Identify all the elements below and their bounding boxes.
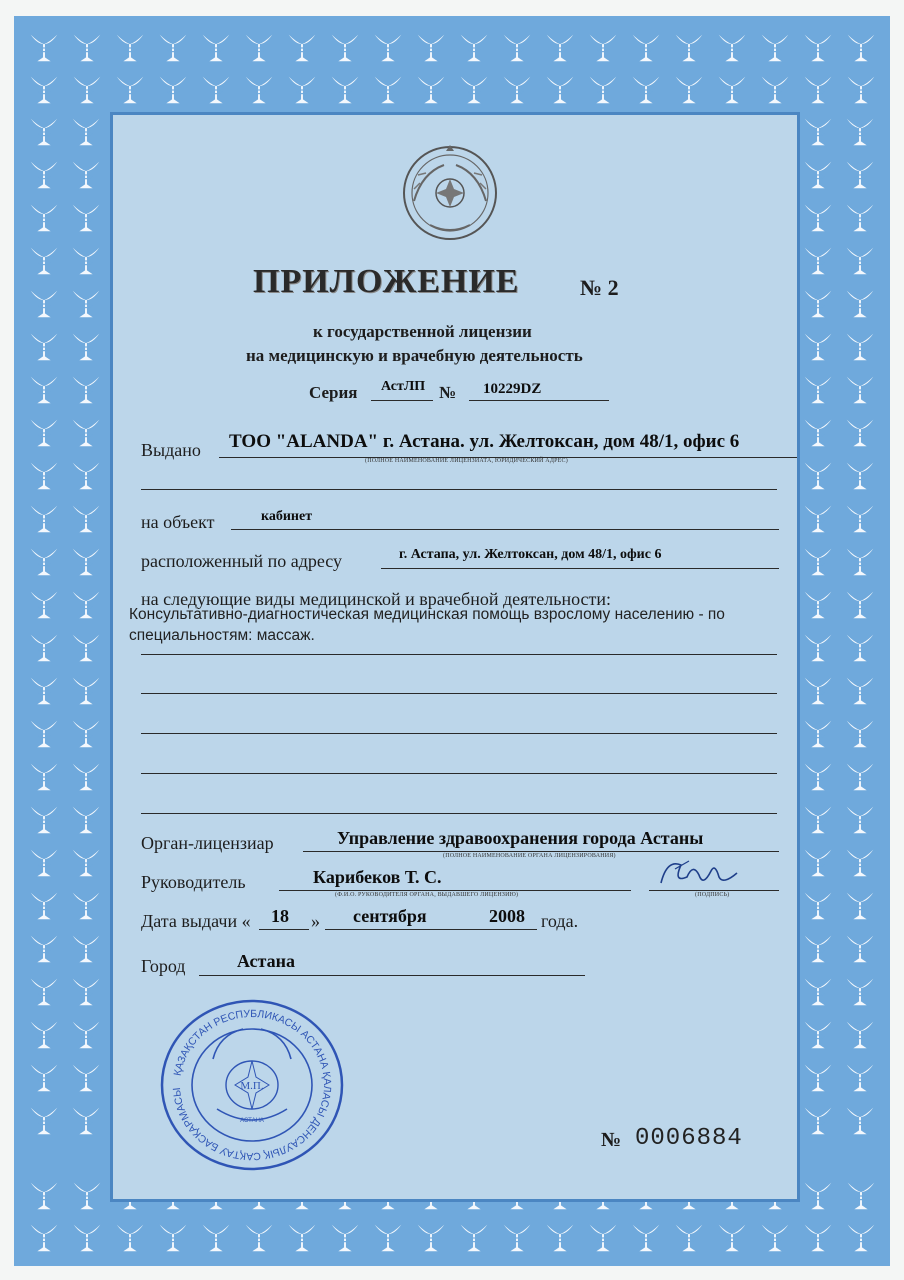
border-glyph-icon [31,1022,58,1049]
series-number-value: 10229DZ [483,381,542,397]
date-day-underline [259,929,309,930]
border-glyph-icon [805,248,832,275]
border-glyph-icon [847,420,874,447]
border-glyph-icon [461,1225,488,1252]
border-glyph-icon [504,77,531,104]
object-value: кабинет [261,509,313,524]
border-glyph-icon [117,35,144,62]
signature-underline [649,890,779,891]
border-glyph-icon [805,592,832,619]
border-glyph-icon [375,77,402,104]
border-glyph-icon [74,77,101,104]
border-glyph-icon [848,77,875,104]
date-label: Дата выдачи « [141,911,251,931]
border-glyph-icon [805,764,832,791]
page-title [253,263,519,301]
border-glyph-icon [676,77,703,104]
title-number: № 2 [580,275,619,300]
border-glyph-icon [31,850,58,877]
border-glyph-icon [289,1225,316,1252]
border-glyph-icon [31,807,58,834]
border-glyph-icon [504,35,531,62]
border-glyph-icon [246,35,273,62]
border-glyph-icon [847,764,874,791]
border-glyph-icon [805,1108,832,1135]
object-label: на объект [141,512,215,532]
head-underline [279,890,631,891]
border-glyph-icon [73,334,100,361]
border-glyph-icon [31,721,58,748]
border-glyph-icon [74,1225,101,1252]
border-glyph-icon [73,850,100,877]
border-glyph-icon [73,592,100,619]
border-glyph-icon [203,1225,230,1252]
activities-line-2: специальностям: массаж. [129,627,315,644]
border-glyph-icon [31,506,58,533]
subtitle-line-1: к государственной лицензии [313,322,532,341]
border-glyph-icon [805,162,832,189]
activities-label: на следующие виды медицинской и врачебной деятельности: [141,589,612,609]
border-glyph-icon [31,549,58,576]
border-glyph-icon [847,549,874,576]
border-glyph-icon [805,463,832,490]
border-glyph-icon [633,1225,660,1252]
border-glyph-icon [73,162,100,189]
series-label: Серия [309,383,358,402]
border-glyph-icon [847,377,874,404]
border-glyph-icon [805,205,832,232]
border-glyph-icon [31,936,58,963]
border-glyph-icon [31,35,58,62]
border-glyph-icon [461,77,488,104]
border-glyph-icon [418,35,445,62]
border-glyph-icon [847,506,874,533]
border-glyph-icon [73,291,100,318]
border-glyph-icon [418,77,445,104]
seal-band-text: АСТАНА [240,1118,264,1124]
border-glyph-icon [31,334,58,361]
border-glyph-icon [805,1022,832,1049]
border-glyph-icon [848,1183,875,1210]
head-label: Руководитель [141,872,246,892]
border-glyph-icon [590,77,617,104]
licensor-label: Орган-лицензиар [141,833,274,853]
activities-line-1: Консультативно-диагностическая медицинская помощь взрослому населению - по [129,606,725,623]
border-glyph-icon [805,549,832,576]
border-glyph-icon [73,119,100,146]
border-glyph-icon [203,35,230,62]
border-glyph-icon [805,850,832,877]
border-glyph-icon [805,35,832,62]
border-glyph-icon [676,1225,703,1252]
series-value: АстЛП [381,379,426,394]
border-glyph-icon [31,248,58,275]
border-glyph-icon [289,77,316,104]
border-glyph-icon [31,635,58,662]
border-glyph-icon [633,35,660,62]
border-glyph-icon [762,35,789,62]
border-glyph-icon [203,77,230,104]
border-glyph-icon [117,77,144,104]
city-label: Город [141,956,186,976]
border-glyph-icon [847,850,874,877]
border-glyph-icon [805,291,832,318]
border-glyph-icon [31,1108,58,1135]
border-glyph-icon [805,979,832,1006]
border-glyph-icon [73,377,100,404]
series-number-label: № [439,383,457,402]
border-glyph-icon [73,678,100,705]
border-glyph-icon [73,764,100,791]
border-glyph-icon [719,35,746,62]
border-glyph-icon [805,635,832,662]
border-glyph-icon [547,35,574,62]
border-glyph-icon [31,592,58,619]
border-glyph-icon [805,334,832,361]
border-glyph-icon [31,463,58,490]
border-glyph-icon [375,35,402,62]
border-glyph-icon [31,764,58,791]
border-glyph-icon [805,119,832,146]
border-glyph-icon [73,463,100,490]
border-glyph-icon [847,291,874,318]
object-underline [231,529,779,530]
address-underline [381,568,779,569]
border-glyph-icon [418,1225,445,1252]
activities-line-a [141,654,777,655]
border-glyph-icon [74,1183,101,1210]
border-glyph-icon [805,1065,832,1092]
licensor-caption: (ПОЛНОЕ НАИМЕНОВАНИЕ ОРГАНА ЛИЦЕНЗИРОВАНИЯ) [443,853,616,859]
border-glyph-icon [805,1225,832,1252]
border-glyph-icon [805,936,832,963]
border-glyph-icon [805,420,832,447]
date-day: 18 [271,906,289,926]
state-emblem-icon [400,143,500,243]
border-glyph-icon [847,936,874,963]
border-glyph-icon [332,1225,359,1252]
city-underline [199,975,585,976]
subtitle-line-2: на медицинскую и врачебную деятельность [246,346,583,365]
border-glyph-icon [31,893,58,920]
border-glyph-icon [847,205,874,232]
signature-caption: (ПОДПИСЬ) [695,892,730,898]
border-glyph-icon [74,35,101,62]
date-month: сентября [353,906,427,926]
licensor-value: Управление здравоохранения города Астаны [337,828,704,848]
border-glyph-icon [31,1183,58,1210]
seal-center-text: М.П. [240,1080,264,1092]
border-glyph-icon [847,635,874,662]
border-glyph-icon [805,807,832,834]
border-glyph-icon [719,1225,746,1252]
border-glyph-icon [719,77,746,104]
date-year: 2008 [489,906,525,926]
border-glyph-icon [73,1022,100,1049]
border-glyph-icon [805,1183,832,1210]
border-glyph-icon [847,721,874,748]
border-glyph-icon [73,807,100,834]
border-glyph-icon [31,77,58,104]
border-glyph-icon [848,1225,875,1252]
border-glyph-icon [73,979,100,1006]
border-glyph-icon [847,1065,874,1092]
border-glyph-icon [847,463,874,490]
border-glyph-icon [73,420,100,447]
head-value: Карибеков Т. С. [313,867,442,887]
head-caption: (Ф.И.О. РУКОВОДИТЕЛЯ ОРГАНА, ВЫДАВШЕГО ЛИЦЕНЗИЮ) [335,892,519,898]
border-glyph-icon [847,1108,874,1135]
activities-line-e [141,813,777,814]
border-glyph-icon [332,77,359,104]
issued-caption: (ПОЛНОЕ НАИМЕНОВАНИЕ ЛИЦЕНЗИАТА, ЮРИДИЧЕСКИЙ АДРЕС) [365,458,568,464]
border-glyph-icon [73,1108,100,1135]
border-glyph-icon [805,377,832,404]
border-glyph-icon [73,205,100,232]
border-glyph-icon [847,678,874,705]
border-glyph-icon [117,1225,144,1252]
series-number-underline [469,400,609,401]
border-glyph-icon [590,35,617,62]
border-glyph-icon [762,77,789,104]
border-glyph-icon [805,678,832,705]
border-glyph-icon [805,77,832,104]
border-glyph-icon [160,35,187,62]
border-glyph-icon [246,77,273,104]
date-month-underline [325,929,485,930]
border-glyph-icon [31,1225,58,1252]
certificate-sheet [14,16,890,1266]
border-glyph-icon [547,1225,574,1252]
border-glyph-icon [633,77,660,104]
border-glyph-icon [31,162,58,189]
series-underline [371,400,433,401]
border-glyph-icon [31,420,58,447]
signature-icon [653,853,743,895]
seal-ring-text: ҚАЗАҚСТАН РЕСПУБЛИКАСЫ АСТАНА ҚАЛАСЫ ДЕНСАУЛЫҚ САҚТАУ БАСҚАРМАСЫ [170,1007,334,1163]
border-glyph-icon [847,162,874,189]
border-glyph-icon [805,721,832,748]
date-close-quote: » [311,911,320,931]
address-value: г. Астапа, ул. Желтоксан, дом 48/1, офис 6 [399,547,662,562]
border-glyph-icon [289,35,316,62]
border-glyph-icon [805,506,832,533]
border-glyph-icon [31,979,58,1006]
border-glyph-icon [73,936,100,963]
border-glyph-icon [73,1065,100,1092]
border-glyph-icon [676,35,703,62]
border-glyph-icon [160,77,187,104]
border-glyph-icon [31,377,58,404]
border-glyph-icon [31,678,58,705]
border-glyph-icon [375,1225,402,1252]
certificate-body [110,112,800,1202]
activities-line-b [141,693,777,694]
border-glyph-icon [73,248,100,275]
issued-value: ТОО "ALANDA" г. Астана. ул. Желтоксан, дом 48/1, офис 6 [229,431,740,452]
activities-line-c [141,733,777,734]
date-suffix: года. [541,911,579,931]
date-year-underline [485,929,537,930]
border-glyph-icon [847,119,874,146]
border-glyph-icon [848,35,875,62]
form-number-value: 0006884 [635,1125,743,1152]
border-glyph-icon [504,1225,531,1252]
border-glyph-icon [847,334,874,361]
border-glyph-icon [590,1225,617,1252]
border-glyph-icon [847,979,874,1006]
activities-line-d [141,773,777,774]
border-glyph-icon [847,248,874,275]
issued-line-2 [141,489,777,490]
address-label: расположенный по адресу [141,551,343,571]
border-glyph-icon [461,35,488,62]
border-glyph-icon [73,893,100,920]
form-number-label: № [601,1129,622,1151]
licensor-underline [303,851,779,852]
border-glyph-icon [73,721,100,748]
border-glyph-icon [31,291,58,318]
border-glyph-icon [805,893,832,920]
border-glyph-icon [31,205,58,232]
border-glyph-icon [762,1225,789,1252]
border-glyph-icon [332,35,359,62]
city-value: Астана [237,951,295,971]
border-glyph-icon [847,1022,874,1049]
issued-label: Выдано [141,440,201,460]
border-glyph-icon [847,807,874,834]
border-glyph-icon [160,1225,187,1252]
border-glyph-icon [73,549,100,576]
official-seal-icon [159,999,345,1171]
title-word: ПРИЛОЖЕНИЕ [253,263,520,300]
border-glyph-icon [847,893,874,920]
border-glyph-icon [847,592,874,619]
border-glyph-icon [31,119,58,146]
border-glyph-icon [73,506,100,533]
border-glyph-icon [547,77,574,104]
border-glyph-icon [73,635,100,662]
border-glyph-icon [31,1065,58,1092]
border-glyph-icon [246,1225,273,1252]
